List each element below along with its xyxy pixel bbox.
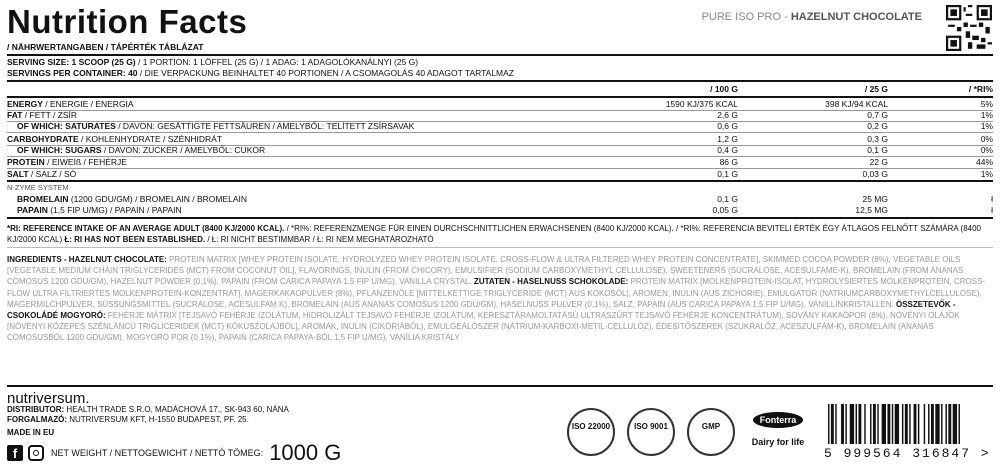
- value-ri: 0%: [980, 145, 993, 155]
- value-ri: 1%: [980, 121, 993, 131]
- nutrient-translation: / ENERGIE / ENERGIA: [42, 99, 134, 109]
- divider: [7, 247, 993, 248]
- brand-logo: nutriversum.: [7, 390, 90, 407]
- nutrient-name: FAT: [7, 110, 23, 120]
- row-divider: [7, 132, 993, 133]
- servings-per-container-label: SERVINGS PER CONTAINER: 40: [7, 68, 138, 78]
- enzyme-translation: (1200 GDU/GM) / BROMELAIN / BROMELAIN: [68, 194, 248, 204]
- nutrient-name: OF WHICH: SUGARS: [17, 145, 102, 155]
- qr-code-icon: [946, 5, 992, 51]
- value-per-25g: 0,7 G: [867, 110, 888, 120]
- forgalmazo-text: NUTRIVERSUM KFT, H-1550 BUDAPEST, PF. 25.: [67, 415, 249, 424]
- value-per-25g: 0,03 G: [862, 169, 888, 179]
- instagram-icon[interactable]: [28, 445, 44, 461]
- forgalmazo: [7, 415, 249, 424]
- nutrient-name: PROTEIN: [7, 157, 45, 167]
- nutrient-label: [7, 145, 265, 156]
- gmp-badge: [687, 408, 735, 456]
- barcode-number: 5 999564 316847 >: [824, 446, 991, 461]
- ingredients: [7, 254, 986, 344]
- nutrition-row: [7, 169, 993, 180]
- value-per-100g: 0,1 G: [717, 194, 738, 204]
- reference-footnote: [7, 223, 986, 245]
- nutrient-label: [7, 134, 222, 145]
- value-per-25g: 25 MG: [862, 194, 888, 204]
- nutrition-row: [7, 110, 993, 121]
- product-flavor: HAZELNUT CHOCOLATE: [790, 11, 922, 23]
- servings-per-container: [7, 68, 514, 78]
- cert-iso9001: ISO 9001: [634, 422, 668, 431]
- distributor: [7, 405, 289, 414]
- value-ri: 0%: [980, 134, 993, 144]
- value-per-100g: 0,4 G: [717, 145, 738, 155]
- net-weight-label: NET WEIGHT / NETTOGEWICHT / NETTÓ TÖMEG:: [51, 448, 264, 458]
- value-per-25g: 0,2 G: [867, 121, 888, 131]
- fonterra-name: Fonterra: [753, 412, 804, 428]
- value-ri: ł: [991, 194, 993, 204]
- col-ri: / *RI%: [968, 84, 993, 94]
- nutrition-row: [7, 121, 993, 132]
- ingredients-hu-title: ÖSSZETEVŐK - CSOKOLÁDÉ MOGYORÓ:: [7, 299, 956, 321]
- ingredients-title: INGREDIENTS - HAZELNUT CHOCOLATE:: [7, 255, 167, 264]
- divider: [7, 217, 993, 219]
- nutrient-name: CARBOHYDRATE: [7, 134, 79, 144]
- nutrient-name: OF WHICH: SATURATES: [17, 121, 116, 131]
- fonterra-tagline: Dairy for life: [751, 437, 805, 447]
- serving-size-label: SERVING SIZE: 1 SCOOP (25 G): [7, 57, 136, 67]
- enzyme-name: BROMELAIN: [17, 194, 69, 204]
- nutrient-translation: / DAVON: GESÄTTIGTE FETTSÄUREN / AMELYBŐL: TELÍTETT ZSÍRSAVAK: [115, 121, 415, 131]
- value-per-100g: 0,6 G: [717, 121, 738, 131]
- nutrition-row: [7, 99, 993, 110]
- nutrient-label: [7, 121, 414, 132]
- enzyme-title: [7, 182, 993, 193]
- value-ri: 1%: [980, 110, 993, 120]
- enzyme-name: PAPAIN: [17, 205, 48, 215]
- col-per-25g: / 25 G: [864, 84, 888, 94]
- footnote-ri: *RI: REFERENCE INTAKE OF AN AVERAGE ADULT (8400 KJ/2000 KCAL).: [7, 224, 285, 233]
- subtitle: / NÄHRWERTANGABEN / TÁPÉRTÉK TÁBLÁZAT: [7, 42, 204, 52]
- table-header: [7, 84, 993, 95]
- nutrient-translation: / SALZ / SÓ: [28, 169, 77, 179]
- value-per-100g: 1590 KJ/375 KCAL: [665, 99, 738, 109]
- nutrient-translation: / KOHLENHYDRATE / SZÉNHIDRÁT: [78, 134, 223, 144]
- enzyme-label: [7, 205, 182, 216]
- value-per-25g: 0,3 G: [867, 134, 888, 144]
- nutrient-name: SALT: [7, 169, 29, 179]
- value-per-25g: 22 G: [869, 157, 888, 167]
- serving-size: [7, 57, 418, 67]
- divider: [7, 385, 993, 387]
- ingredients-de-text: PROTEIN MATRIX [MOLKENPROTEIN-ISOLAT, HYDROLYSIERTES MOLKENPROTEIN, CROSS-FLOW ULTRA FILTRIERTES MOLKENPROTEIN-KONZENTRAT], MAGERKAKAOPULVER (8%), PFLANZENÖLE [MITTELKETTIGE TRIGLYCERIDE (MCT) AUS KOKOSÖL], AROMEN, INULIN (AUS ZICHORIE), EMULGATOR (NATRIUMCARBOXYMETHYLCELLULOSE), MAGERMILCHPULVER, SÜSSUNGSMITTEL (SUCRALOSE, ACESULFAM K), BROMELAIN (AUS ANANAS COMOSUS 1200 GDU/GM), HASELNUSS PULVER (0,1%), SALZ, PAPAIN (AUS CARICA PAPAYA 1,5 FIP U/MG), VANILLINKRISTALLEN.: [7, 277, 986, 309]
- net-weight-value: 1000 G: [269, 440, 342, 465]
- nutrition-row: [7, 157, 993, 168]
- enzyme-row: [7, 194, 993, 205]
- cert-iso22000: ISO 22000: [571, 422, 611, 431]
- value-per-25g: 12,5 MG: [855, 205, 888, 215]
- value-ri: 1%: [980, 169, 993, 179]
- nutrient-name: ENERGY: [7, 99, 43, 109]
- facebook-icon[interactable]: f: [7, 445, 23, 461]
- ingredients-hu-text: FEHÉRJE MÁTRIX [TEJSAVÓ FEHÉRJE IZOLÁTUM, HIDROLIZÁLT TEJSAVÓ FEHÉRJE IZOLÁTUM, KERESZTÁRAMOLTATÁSÚ ULTRASZŰRT TEJSAVÓ FEHÉRJE KONCENTRÁTUM), SOVÁNY KAKAÓPOR (8%), NÖVÉNYI OLAJOK [NÖVÉNYI KÖZEPES SZÉNLÁNCÚ TRIGLICERIDEK (MCT) KÓKUSZOLAJBÓL], AROMÁK, INULIN (CIKÓRIÁBÓL), EMULGEÁLÓSZER (NÁTRIUM-KARBOXI-METIL-CELLULÓZ), ÉDESÍTŐSZEREK (SZUKRALÓZ, ACESZULFÁM-K), BROMELAIN (ANANAS COMOSUSBÓL 1200 GDU/GM), MOGYORÓ POR (0,1%), PAPAIN (CARICA PAPAYA-BÓL 1,5 FIP U/MG), VANÍLIA KRISTÁLY: [7, 311, 960, 343]
- forgalmazo-label: FORGALMAZÓ:: [7, 415, 67, 424]
- value-ri: 44%: [975, 157, 993, 167]
- value-per-25g: 398 KJ/94 KCAL: [825, 99, 888, 109]
- value-per-100g: 1,2 G: [717, 134, 738, 144]
- product-prefix: PURE ISO PRO -: [701, 11, 791, 23]
- enzyme-label: [7, 194, 247, 205]
- value-per-100g: 0,1 G: [717, 169, 738, 179]
- enzyme-translation: (1,5 FIP U/MG) / PAPAIN / PAPAIN: [47, 205, 182, 215]
- enzyme-title-label: N-ZYME SYSTEM: [7, 183, 69, 192]
- value-per-100g: 0,05 G: [712, 205, 738, 215]
- nutrient-label: [7, 157, 127, 168]
- nutrient-translation: / DAVON: ZUCKER / AMELYBŐL: CUKOR: [101, 145, 266, 155]
- net-weight: [7, 440, 341, 466]
- ingredients-text: PROTEIN MATRIX [WHEY PROTEIN ISOLATE, HYDROLYZED WHEY PROTEIN ISOLATE, CROSS-FLOW & ULTRA FILTERED WHEY PROTEIN CONCENTRATE], SKIMMED COCOA POWDER (8%), VEGETABLE OILS [VEGETABLE MEDIUM CHAIN TRIGLYCERIDES (MCT) FROM COCONUT OIL], FLAVORINGS, INULIN (FROM CHICORY), EMULSIFIER (SODIUM CARBOXYMETHYL CELLULOSE), SWEETENERS (SUCRALOSE, ACESULFAME-K), BROMELAIN (FROM ANANAS COMOSUS 1200 GDU/GM), HAZELNUT POWDER (0,1%), PAPAIN (FROM CARICA PAPAYA 1,5 FIP U/MG), VANILLA CRYSTAL.: [7, 255, 964, 287]
- fonterra-logo: [748, 410, 808, 447]
- product-name: [702, 11, 922, 23]
- nutrient-label: [7, 110, 77, 121]
- divider: [7, 54, 993, 56]
- col-per-100g: / 100 G: [710, 84, 738, 94]
- nutrition-row: [7, 145, 993, 156]
- nutrition-row: [7, 134, 993, 145]
- nutrient-translation: / EIWEIß / FEHÉRJE: [44, 157, 127, 167]
- footnote-ri-not-established: Ł: RI HAS NOT BEEN ESTABLISHED.: [62, 235, 206, 244]
- distributor-label: DISTRIBUTOR:: [7, 405, 65, 414]
- divider: [7, 80, 993, 82]
- iso-22000-badge: [567, 408, 615, 456]
- value-per-25g: 0,1 G: [867, 145, 888, 155]
- value-per-100g: 2,6 G: [717, 110, 738, 120]
- value-ri: 5%: [980, 99, 993, 109]
- nutrient-translation: / FETT / ZSÍR: [22, 110, 78, 120]
- footnote-ri-not-established-rest: / Ł: RI NICHT BESTIMMBAR / Ł: RI NEM MEGHATÁROZHATÓ: [205, 235, 434, 244]
- nutrient-label: [7, 169, 76, 180]
- divider: [7, 96, 993, 98]
- serving-size-rest: / 1 PORTION: 1 LÖFFEL (25 G) / 1 ADAG: 1 ADAGOLÓKANÁLNYI (25 G): [135, 57, 419, 67]
- nutrient-label: [7, 99, 134, 110]
- ingredients-de-title: ZUTATEN - HASELNUSS SCHOKOLADE:: [471, 277, 629, 287]
- iso-9001-badge: [627, 408, 675, 456]
- made-in: MADE IN EU: [7, 428, 55, 437]
- distributor-text: HEALTH TRADE S.R.O, MADÁCHOVÁ 17., SK-943 60, NÁNA: [64, 405, 289, 414]
- cert-gmp: GMP: [701, 422, 721, 431]
- barcode-icon: [828, 404, 988, 452]
- value-ri: ł: [991, 205, 993, 215]
- enzyme-row: [7, 205, 993, 216]
- page-title: Nutrition Facts: [7, 3, 248, 40]
- footnote-ri-rest: / *RI%: REFERENZMENGE FÜR EINEN DURCHSCHNITTLICHEN ERWACHSENEN (8400 KJ/2000 KCAL). / *RI%: REFERENCIA BEVITELI ÉRTÉK ÉGY ÁTLAGOS FELNŐTT SZÁMÁRA (8400 KJ/2000 KCAL): [7, 224, 981, 244]
- value-per-100g: 86 G: [719, 157, 738, 167]
- servings-per-container-rest: / DIE VERPACKUNG BEINHALTET 40 PORTIONEN / A CSOMAGOLÁS 40 ADAGOT TARTALMAZ: [137, 68, 514, 78]
